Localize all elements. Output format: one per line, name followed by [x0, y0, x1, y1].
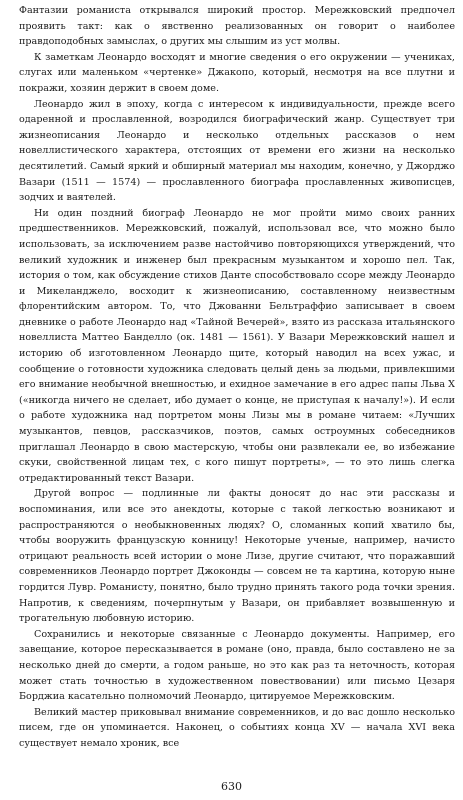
- paragraph-2-text: К заметкам Леонардо восходят и многие сведения о его окружении — учениках, слугах или маленьком «чертенке» Джакопо, который, несмотря на все плутни и покражи, хозяин держит в своем доме.: [19, 51, 455, 94]
- paragraph-5: [19, 486, 455, 626]
- paragraph-6-text: Сохранились и некоторые связанные с Леонардо документы. Например, его завещание, которое пересказывается в романе (оно, правда, было составлено не за несколько дней до смерти, а годом раньше, но это как раз та неточность, которая может стать точностью в художественном повествовании) или письмо Цезаря Борджиа касательно полномочий Леонардо, цитируемое Мережковским.: [19, 628, 455, 703]
- paragraph-7: [19, 705, 455, 752]
- paragraph-1-text: Фантазии романиста открывался широкий простор. Мережковский предпочел проявить такт: как о явственно реализованных он говорит о наиболее правдоподобных замыслах, о других мы слышим из уст молвы.: [19, 5, 455, 48]
- paragraph-3-text: Леонардо жил в эпоху, когда с интересом к индивидуальности, прежде всего одаренной и прославленной, возродился биографический жанр. Существует три жизнеописания Леонардо и несколько отдельных рассказов о нем новеллистического характера, отстоящих от времени его жизни на несколько десятилетий. Самый яркий и обширный материал мы находим, конечно, у Джорджо Вазари (1511 — 1574) — прославленного биографа прославленных живописцев, зодчих и ваятелей.: [19, 98, 455, 204]
- paragraph-3: [19, 97, 455, 206]
- paragraph-5-text: Другой вопрос — подлинные ли факты доносят до нас эти рассказы и воспоминания, или все это анекдоты, которые с такой легкостью возникают и распространяются о необыкновенных людях? О, сломанных копий хватило бы, чтобы вооружить французскую конницу! Некоторые ученые, например, начисто отрицают реальность всей истории о моне Лизе, другие считают, что поражавший современников Леонардо портрет Джоконды — совсем не та картина, которую ныне гордится Лувр. Романисту, понятно, было трудно принять такого рода точки зрения. Напротив, к сведениям, почерпнутым у Вазари, он прибавляет возвышенную и трогательную любовную историю.: [19, 488, 455, 625]
- paragraph-1: [19, 3, 455, 50]
- paragraph-6: [19, 627, 455, 705]
- paragraph-2: [19, 50, 455, 97]
- paragraph-4-text: Ни один поздний биограф Леонардо не мог пройти мимо своих ранних предшественников. Мережковский, пожалуй, использовал все, что можно было использовать, за исключением разве настойчиво повторяющихся утверждений, что великий художник и инженер был прекрасным музыкантом и хорошо пел. Так, история о том, как обсуждение стихов Данте способствовало ссоре между Леонардо и Микеланджело, восходит к жизнеописанию, составленному неизвестным флорентийским автором. То, что Джованни Бельтраффио записывает в своем дневнике о работе Леонардо над «Тайной Вечерей», взято из рассказа итальянского новеллиста Маттео Банделло (ок. 1481 — 1561). У Вазари Мережковский нашел и историю об изготовленном Леонардо щите, который наводил на всех ужас, и сообщение о готовности художника следовать целый день за людьми, привлекшими его внимание необычной внешностью, и ехидное замечание в его адрес папы Льва X («никогда ничего не сделает, ибо думает о конце, не приступая к началу!»). И если о работе художника над портретом моны Лизы мы в романе читаем: «Лучших музыкантов, певцов, рассказчиков, поэтов, самых остроумных собеседников приглашал Леонардо в свою мастерскую, чтобы они развлекали ее, во избежание скуки, свойственной лицам тех, с кого пишут портреты», — то это лишь слегка отредактированный текст Вазари.: [19, 207, 455, 484]
- paragraph-4: [19, 206, 455, 487]
- paragraph-7-text: Великий мастер приковывал внимание современников, и до вас дошло несколько писем, где он упоминается. Наконец, о событиях конца XV — начала XVI века существует немало хроник, все: [19, 706, 455, 749]
- page-number: 630: [221, 780, 242, 793]
